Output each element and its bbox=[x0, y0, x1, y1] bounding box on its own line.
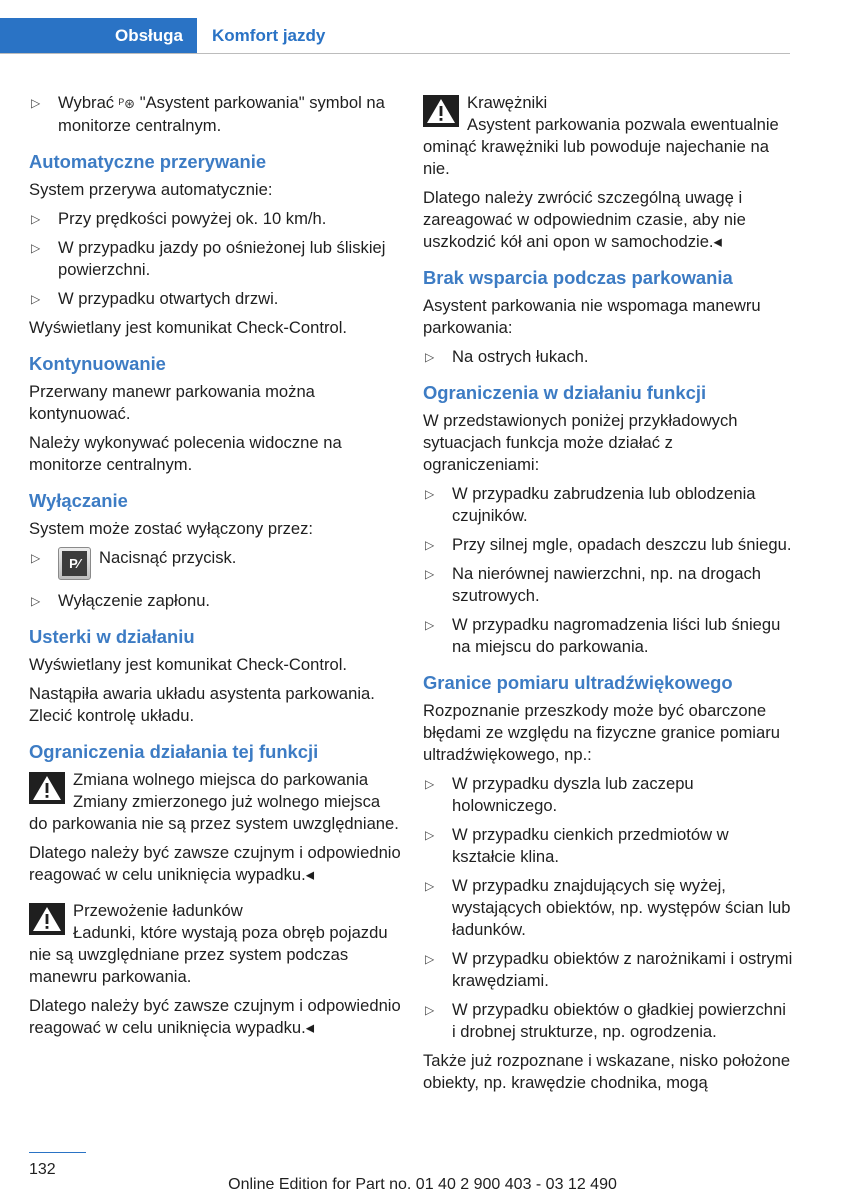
list-item bbox=[423, 999, 793, 1043]
list-item-text: Przy prędkości powyżej ok. 10 km/h. bbox=[58, 209, 327, 228]
warning-title: Zmiana wolnego miejsca do parkowania bbox=[73, 770, 369, 789]
paragraph: Dlatego należy zwrócić szczególną uwagę i zareagować w odpowiednim czasie, aby nie uszkodzić kół ani opon w samochodzie.◂ bbox=[423, 188, 746, 251]
triangle-bullet-icon: ▷ bbox=[31, 212, 41, 226]
warning-icon bbox=[29, 903, 65, 935]
list-item bbox=[29, 590, 401, 612]
triangle-bullet-icon: ▷ bbox=[425, 777, 435, 791]
triangle-bullet-icon: ▷ bbox=[425, 879, 435, 893]
list-item-text: W przypadku otwartych drzwi. bbox=[58, 289, 279, 308]
triangle-bullet-icon: ▷ bbox=[425, 567, 435, 581]
list-item-text: W przypadku cienkich przedmiotów w kształcie klina. bbox=[452, 825, 729, 866]
intro-text: "Asystent parkowania" symbol na monitorze centralnym. bbox=[58, 93, 385, 135]
list-item bbox=[423, 875, 793, 941]
triangle-bullet-icon: ▷ bbox=[31, 551, 41, 565]
list-item bbox=[29, 208, 401, 230]
header-subsection: Komfort jazdy bbox=[212, 26, 326, 45]
warning-body: Zmiany zmierzonego już wolnego miejsca do parkowania nie są przez system uwzględniane. bbox=[29, 792, 399, 833]
triangle-bullet-icon: ▷ bbox=[31, 241, 41, 255]
warning-block bbox=[29, 769, 401, 835]
triangle-bullet-icon: ▷ bbox=[31, 96, 41, 110]
paragraph: Wyświetlany jest komunikat Check-Control. bbox=[29, 318, 348, 337]
warning-body: Asystent parkowania pozwala ewentualnie ominąć krawężniki lub powoduje najechanie na nie. bbox=[423, 115, 779, 178]
list-item bbox=[423, 346, 793, 368]
list-item-text: W przypadku jazdy po ośnieżonej lub śliskiej powierzchni. bbox=[58, 238, 386, 279]
section-heading: Usterki w działaniu bbox=[29, 626, 195, 647]
list-item bbox=[423, 948, 793, 992]
func-limits-list bbox=[423, 483, 793, 658]
header-divider bbox=[0, 53, 790, 54]
warning-icon bbox=[29, 772, 65, 804]
section-heading: Ograniczenia działania tej funkcji bbox=[29, 741, 319, 762]
triangle-bullet-icon: ▷ bbox=[31, 594, 41, 608]
paragraph: Rozpoznanie przeszkody może być obarczone błędami ze względu na fizyczne granice pomiaru ultradźwiękowego, np.: bbox=[423, 701, 780, 764]
triangle-bullet-icon: ▷ bbox=[425, 1003, 435, 1017]
intro-list bbox=[29, 92, 401, 137]
section-heading: Kontynuowanie bbox=[29, 353, 166, 374]
page-number: 132 bbox=[29, 1161, 56, 1178]
intro-prefix: Wybrać bbox=[58, 93, 115, 112]
list-item bbox=[423, 614, 793, 658]
warning-title: Przewożenie ładunków bbox=[73, 901, 243, 920]
list-item-text: W przypadku znajdujących się wyżej, wystających obiektów, np. występów ścian lub ładunków. bbox=[452, 876, 791, 939]
list-item-text: Przy silnej mgle, opadach deszczu lub śniegu. bbox=[452, 535, 792, 554]
triangle-bullet-icon: ▷ bbox=[425, 952, 435, 966]
section-heading: Wyłączanie bbox=[29, 490, 128, 511]
triangle-bullet-icon: ▷ bbox=[425, 618, 435, 632]
list-item-text: Nacisnąć przycisk. bbox=[99, 548, 237, 567]
list-item bbox=[423, 483, 793, 527]
paragraph: Należy wykonywać polecenia widoczne na monitorze centralnym. bbox=[29, 433, 342, 474]
warning-block bbox=[423, 92, 793, 180]
triangle-bullet-icon: ▷ bbox=[425, 828, 435, 842]
ultrasonic-list bbox=[423, 773, 793, 1043]
list-item-text: W przypadku obiektów o gładkiej powierzchni i drobnej strukturze, np. ogrodzenia. bbox=[452, 1000, 786, 1041]
auto-interrupt-list bbox=[29, 208, 401, 310]
warning-body: Ładunki, które wystają poza obręb pojazdu nie są uwzględniane przez system podczas manewru parkowania. bbox=[29, 923, 388, 986]
section-heading: Automatyczne przerywanie bbox=[29, 151, 267, 172]
paragraph: Asystent parkowania nie wspomaga manewru parkowania: bbox=[423, 296, 761, 337]
park-assist-button-icon: P⁄ bbox=[58, 547, 91, 580]
warning-block bbox=[29, 900, 401, 988]
edition-note: Online Edition for Part no. 01 40 2 900 403 - 03 12 490 bbox=[228, 1176, 617, 1193]
paragraph: System może zostać wyłączony przez: bbox=[29, 519, 314, 538]
section-heading: Granice pomiaru ultradźwiękowego bbox=[423, 672, 733, 693]
paragraph: Także już rozpoznane i wskazane, nisko położone obiekty, np. krawędzie chodnika, mogą bbox=[423, 1051, 791, 1092]
list-item bbox=[423, 534, 793, 556]
paragraph: Dlatego należy być zawsze czujnym i odpowiednio reagować w celu uniknięcia wypadku.◂ bbox=[29, 843, 401, 884]
paragraph: System przerywa automatycznie: bbox=[29, 180, 273, 199]
list-item-text: Na nierównej nawierzchni, np. na drogach szutrowych. bbox=[452, 564, 762, 605]
list-item bbox=[29, 237, 401, 281]
list-item bbox=[423, 824, 793, 868]
list-item-text: Wyłączenie zapłonu. bbox=[58, 591, 211, 610]
paragraph: W przedstawionych poniżej przykładowych sytuacjach funkcja może działać z ograniczeniami: bbox=[423, 411, 738, 474]
section-heading: Ograniczenia w działaniu funkcji bbox=[423, 382, 707, 403]
no-support-list bbox=[423, 346, 793, 368]
list-item bbox=[423, 563, 793, 607]
footer-divider bbox=[29, 1152, 86, 1153]
park-assist-symbol-icon: ᴾ⊛ bbox=[118, 96, 136, 111]
switch-off-list bbox=[29, 547, 401, 612]
list-item bbox=[29, 288, 401, 310]
warning-title: Krawężniki bbox=[467, 93, 548, 112]
list-item bbox=[29, 547, 401, 583]
warning-icon bbox=[423, 95, 459, 127]
triangle-bullet-icon: ▷ bbox=[425, 487, 435, 501]
list-item bbox=[29, 92, 401, 137]
paragraph: Wyświetlany jest komunikat Check-Control. bbox=[29, 655, 348, 674]
paragraph: Przerwany manewr parkowania można kontynuować. bbox=[29, 382, 315, 423]
list-item-text: Na ostrych łukach. bbox=[452, 347, 589, 366]
triangle-bullet-icon: ▷ bbox=[425, 538, 435, 552]
list-item-text: W przypadku dyszla lub zaczepu holowniczego. bbox=[452, 774, 694, 815]
list-item bbox=[423, 773, 793, 817]
right-column bbox=[423, 92, 793, 1101]
header-section-tab: Obsługa bbox=[0, 18, 197, 54]
list-item-text: W przypadku zabrudzenia lub oblodzenia czujników. bbox=[452, 484, 756, 525]
section-heading: Brak wsparcia podczas parkowania bbox=[423, 267, 733, 288]
triangle-bullet-icon: ▷ bbox=[31, 292, 41, 306]
list-item-text: W przypadku obiektów z narożnikami i ostrymi krawędziami. bbox=[452, 949, 793, 990]
triangle-bullet-icon: ▷ bbox=[425, 350, 435, 364]
left-column bbox=[29, 92, 401, 1046]
list-item-text: W przypadku nagromadzenia liści lub śniegu na miejscu do parkowania. bbox=[452, 615, 781, 656]
paragraph: Dlatego należy być zawsze czujnym i odpowiednio reagować w celu uniknięcia wypadku.◂ bbox=[29, 996, 401, 1037]
paragraph: Nastąpiła awaria układu asystenta parkowania. Zlecić kontrolę układu. bbox=[29, 684, 375, 725]
